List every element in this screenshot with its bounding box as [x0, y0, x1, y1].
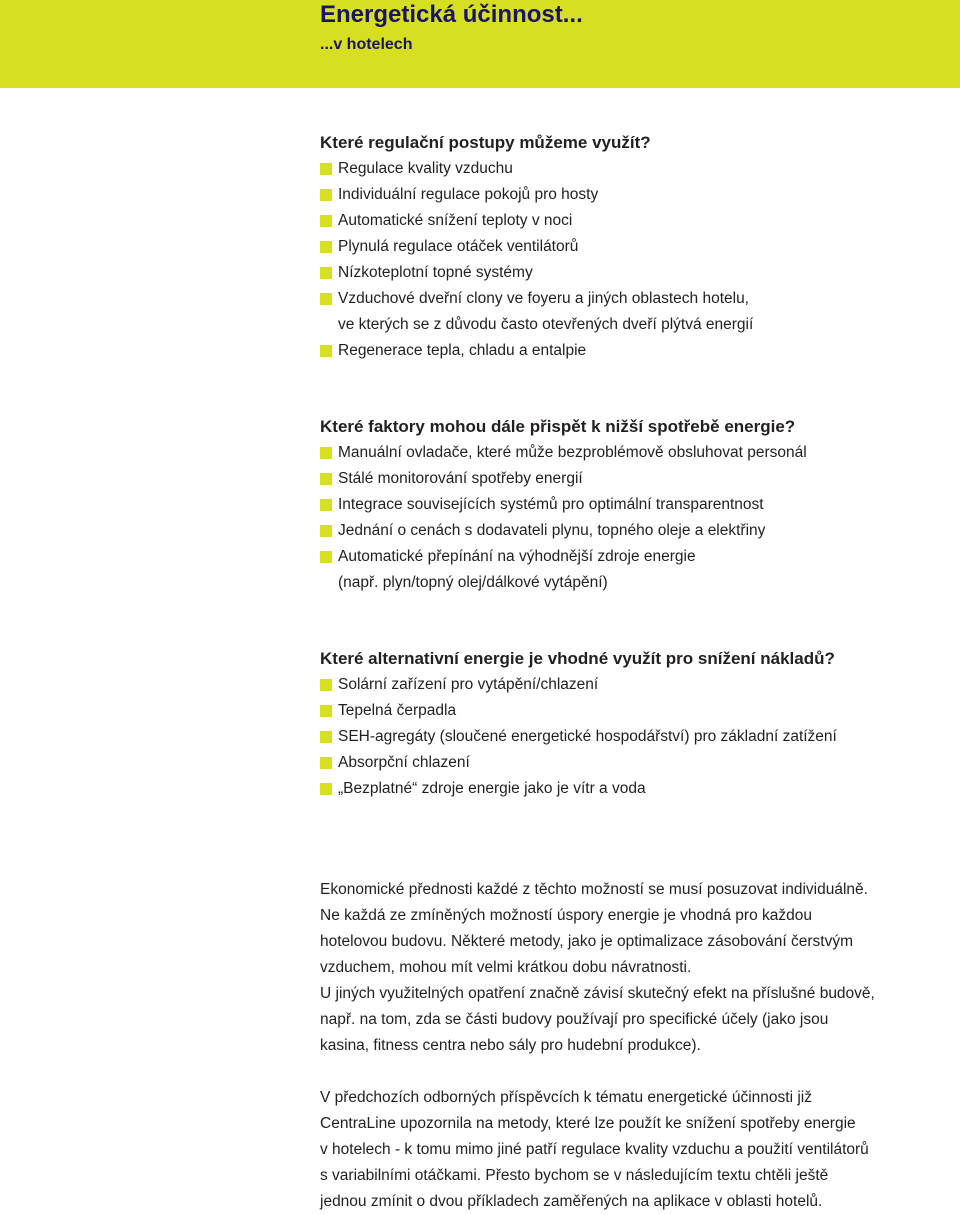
section-heading: Které alternativní energie je vhodné využít pro snížení nákladů?	[320, 649, 835, 668]
paragraph-line: s variabilními otáčkami. Přesto bychom se v následujícím textu chtěli ještě	[320, 1167, 829, 1184]
section-saving-factors	[320, 414, 940, 596]
bullet-square-icon	[320, 679, 332, 691]
bullet-square-icon	[320, 447, 332, 459]
header-banner	[0, 0, 960, 88]
bullet-square-icon	[320, 163, 332, 175]
page-title: Energetická účinnost...	[320, 1, 583, 28]
bullet-square-icon	[320, 499, 332, 511]
paragraph-line: kasina, fitness centra nebo sály pro hudební produkce).	[320, 1037, 701, 1054]
bullet-square-icon	[320, 731, 332, 743]
list-item: Vzduchové dveřní clony ve foyeru a jiných oblastech hotelu, ve kterých se z důvodu často otevřených dveří plýtvá energií	[320, 286, 940, 338]
list-item: Plynulá regulace otáček ventilátorů	[320, 234, 940, 260]
list-item: Regulace kvality vzduchu	[320, 156, 940, 182]
bullet-square-icon	[320, 551, 332, 563]
paragraph-line: Ekonomické přednosti každé z těchto možností se musí posuzovat individuálně.	[320, 881, 868, 898]
bullet-square-icon	[320, 293, 332, 305]
list-item: Solární zařízení pro vytápění/chlazení	[320, 672, 940, 698]
list-item: SEH-agregáty (sloučené energetické hospodářství) pro základní zatížení	[320, 724, 940, 750]
paragraph-line: U jiných využitelných opatření značně závisí skutečný efekt na příslušné budově,	[320, 985, 875, 1002]
paragraph-line: V předchozích odborných příspěvcích k tématu energetické účinnosti již	[320, 1089, 812, 1106]
list-item: „Bezplatné“ zdroje energie jako je vítr a voda	[320, 776, 940, 802]
list-item: Jednání o cenách s dodavateli plynu, topného oleje a elektřiny	[320, 518, 940, 544]
list-item: Automatické přepínání na výhodnější zdroje energie (např. plyn/topný olej/dálkové vytápění)	[320, 544, 940, 596]
paragraph-line: vzduchem, mohou mít velmi krátkou dobu návratnosti.	[320, 959, 692, 976]
bullet-square-icon	[320, 525, 332, 537]
paragraph-line: hotelovou budovu. Některé metody, jako je optimalizace zásobování čerstvým	[320, 933, 854, 950]
section-heading: Které regulační postupy můžeme využít?	[320, 133, 651, 152]
list-item: Automatické snížení teploty v noci	[320, 208, 940, 234]
bullet-square-icon	[320, 189, 332, 201]
bullet-list	[320, 156, 940, 364]
list-item: Regenerace tepla, chladu a entalpie	[320, 338, 940, 364]
bullet-square-icon	[320, 473, 332, 485]
bullet-list	[320, 440, 940, 596]
list-item: Individuální regulace pokojů pro hosty	[320, 182, 940, 208]
page-subtitle: ...v hotelech	[320, 36, 413, 53]
paragraph-line: např. na tom, zda se části budovy používají pro specifické účely (jako jsou	[320, 1011, 829, 1028]
list-item: Nízkoteplotní topné systémy	[320, 260, 940, 286]
list-item: Tepelná čerpadla	[320, 698, 940, 724]
body-paragraph	[320, 1085, 940, 1215]
list-item: Stálé monitorování spotřeby energií	[320, 466, 940, 492]
bullet-square-icon	[320, 345, 332, 357]
paragraph-line: CentraLine upozornila na metody, které lze použít ke snížení spotřeby energie	[320, 1115, 856, 1132]
paragraph-line: jednou zmínit o dvou příkladech zaměřených na aplikace v oblasti hotelů.	[320, 1193, 823, 1210]
bullet-square-icon	[320, 241, 332, 253]
bullet-square-icon	[320, 783, 332, 795]
list-item: Integrace souvisejících systémů pro optimální transparentnost	[320, 492, 940, 518]
bullet-square-icon	[320, 757, 332, 769]
body-paragraph	[320, 877, 940, 1059]
paragraph-line: v hotelech - k tomu mimo jiné patří regulace kvality vzduchu a použití ventilátorů	[320, 1141, 869, 1158]
bullet-square-icon	[320, 215, 332, 227]
section-alternative-energy	[320, 646, 940, 802]
bullet-square-icon	[320, 267, 332, 279]
bullet-list	[320, 672, 940, 802]
list-item: Manuální ovladače, které může bezproblémově obsluhovat personál	[320, 440, 940, 466]
paragraph-line: Ne každá ze zmíněných možností úspory energie je vhodná pro každou	[320, 907, 812, 924]
section-regulation-methods	[320, 130, 940, 364]
list-item: Absorpční chlazení	[320, 750, 940, 776]
bullet-square-icon	[320, 705, 332, 717]
section-heading: Které faktory mohou dále přispět k nižší spotřebě energie?	[320, 417, 796, 436]
